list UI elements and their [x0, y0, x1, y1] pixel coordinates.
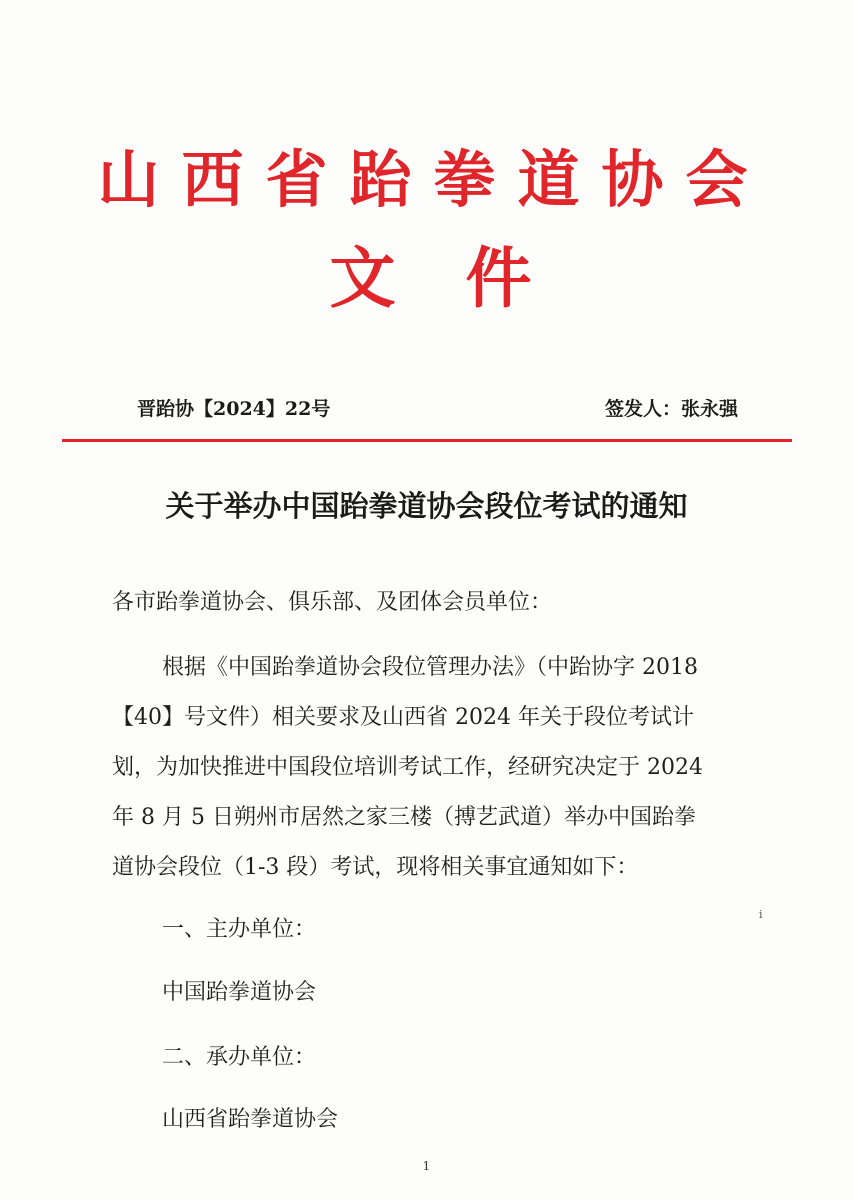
- section-heading-organizer: 一、主办单位：: [162, 917, 317, 942]
- paragraph-line: 根据《中国跆拳道协会段位管理办法》（中跆协字 2018: [162, 655, 698, 680]
- document-type-title: 文件: [329, 239, 602, 317]
- paragraph-line: 道协会段位（1-3 段）考试，现将相关事宜通知如下：: [112, 855, 639, 880]
- paragraph-line: 划，为加快推进中国段位培训考试工作，经研究决定于 2024: [112, 755, 703, 780]
- page-number: 1: [422, 1159, 431, 1173]
- organizer-name: 中国跆拳道协会: [162, 980, 317, 1005]
- red-divider-line: [62, 439, 792, 442]
- issuing-organization-title: 山西省跆拳道协会: [97, 143, 770, 216]
- document-number: 晋跆协【2024】22号: [137, 398, 331, 420]
- paragraph-line: 年 8 月 5 日朔州市居然之家三楼（搏艺武道）举办中国跆拳: [112, 805, 696, 830]
- scan-speck: ⅰ: [759, 908, 763, 921]
- notice-title: 关于举办中国跆拳道协会段位考试的通知: [165, 489, 688, 523]
- paragraph-line: 【40】号文件）相关要求及山西省 2024 年关于段位考试计: [112, 705, 694, 730]
- salutation: 各市跆拳道协会、俱乐部、及团体会员单位：: [112, 590, 553, 615]
- signer: 签发人：张永强: [604, 398, 738, 420]
- section-heading-host: 二、承办单位：: [162, 1045, 317, 1070]
- host-name: 山西省跆拳道协会: [162, 1107, 339, 1132]
